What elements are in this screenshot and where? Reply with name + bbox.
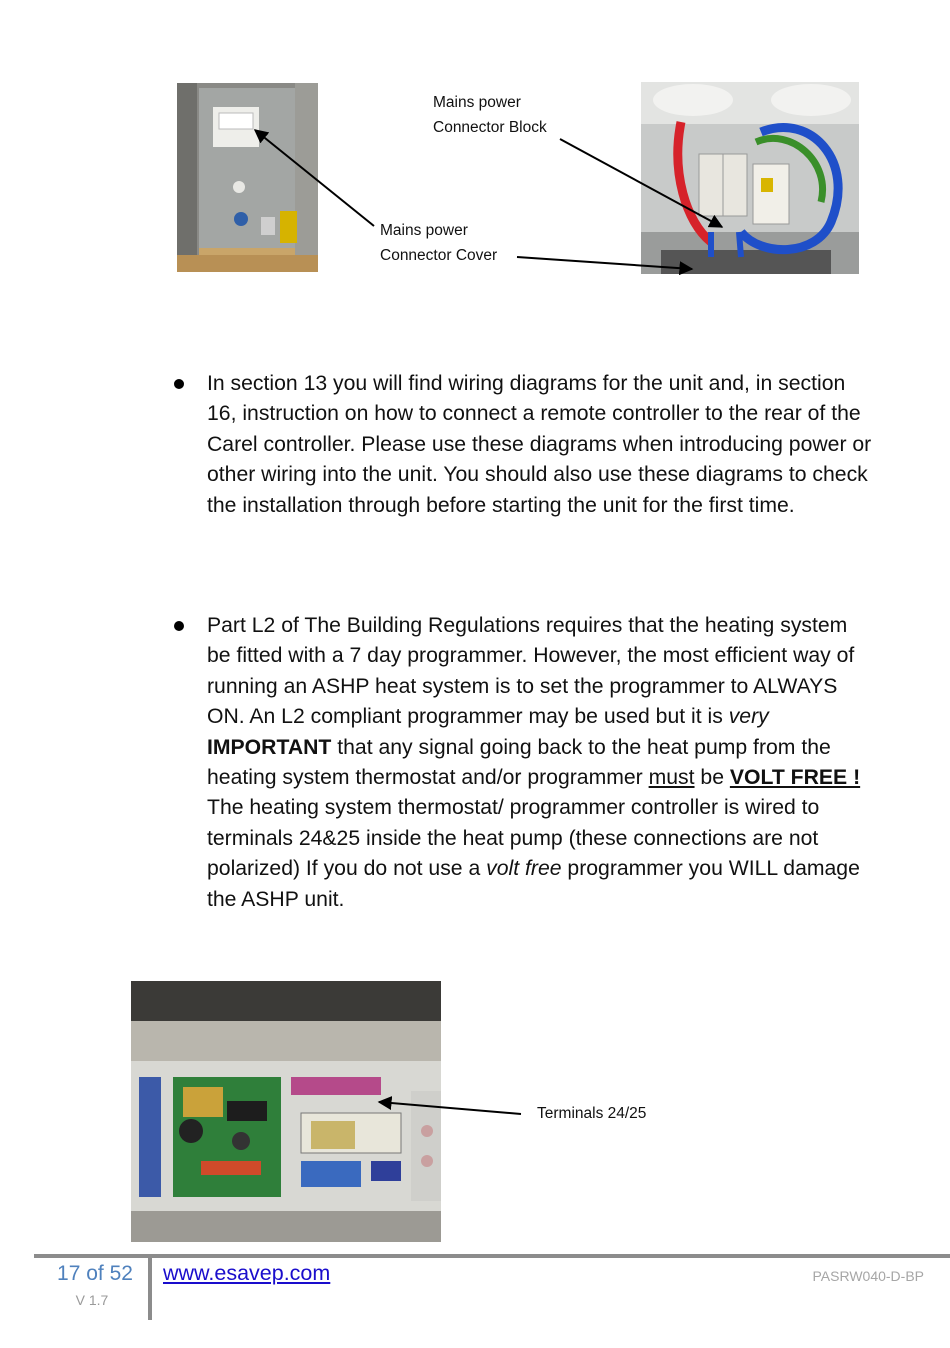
caption-connector-cover-line2: Connector Cover (380, 247, 498, 264)
arrow-to-connector-cover-photo (255, 130, 374, 226)
regs-text-part3: The heating system thermostat/ programmer controller is wired to terminals 24&25 inside the heat pump (these connections are not polarized) If you do not use a (207, 796, 820, 881)
regs-important-emphasis: IMPORTANT (207, 735, 332, 759)
regs-text-part1: Part L2 of The Building Regulations requires that the heating system be fitted with a 7 day programmer. However, the most efficient way of running an ASHP heat system is to set the programmer to ALWAYS ON. An L2 compliant programmer may be used but it is (207, 614, 855, 729)
regs-must-emphasis: must (648, 766, 695, 790)
caption-connector-cover-line1: Mains power (380, 222, 468, 239)
footer-rule (34, 1254, 950, 1258)
caption-terminals: Terminals 24/25 (537, 1105, 647, 1122)
regs-text-part2: that any signal going back to the heat pump from the heating system thermostat and/or programmer (207, 735, 831, 790)
document-code: PASRW040-D-BP (812, 1268, 924, 1284)
website-link[interactable]: www.esavep.com (163, 1261, 331, 1285)
regs-volt-free-italic: volt free (486, 857, 562, 881)
page-number: 17 of 52 (57, 1262, 133, 1285)
regs-volt-free-warning: VOLT FREE ! (729, 766, 861, 790)
caption-connector-block-line1: Mains power (433, 94, 521, 111)
caption-connector-block-line2: Connector Block (433, 119, 547, 136)
regs-be-text: be (694, 766, 730, 790)
arrow-to-connector-cover-edge (517, 257, 692, 269)
bullet-paragraph-wiring-diagrams: In section 13 you will find wiring diagrams for the unit and, in section 16, instruction on how to connect a remote controller to the rear of the Carel controller. Please use these diagrams when introducing power or other wiring into the unit. You should also use these diagrams to check the installation through before starting the unit for the first time. (207, 372, 872, 517)
arrow-to-terminals (379, 1102, 521, 1114)
version-label: V 1.7 (75, 1292, 109, 1308)
regs-very-emphasis: very (728, 705, 769, 729)
arrow-to-connector-block (560, 139, 722, 227)
regs-text-part4: programmer you WILL damage the ASHP unit. (207, 857, 860, 911)
